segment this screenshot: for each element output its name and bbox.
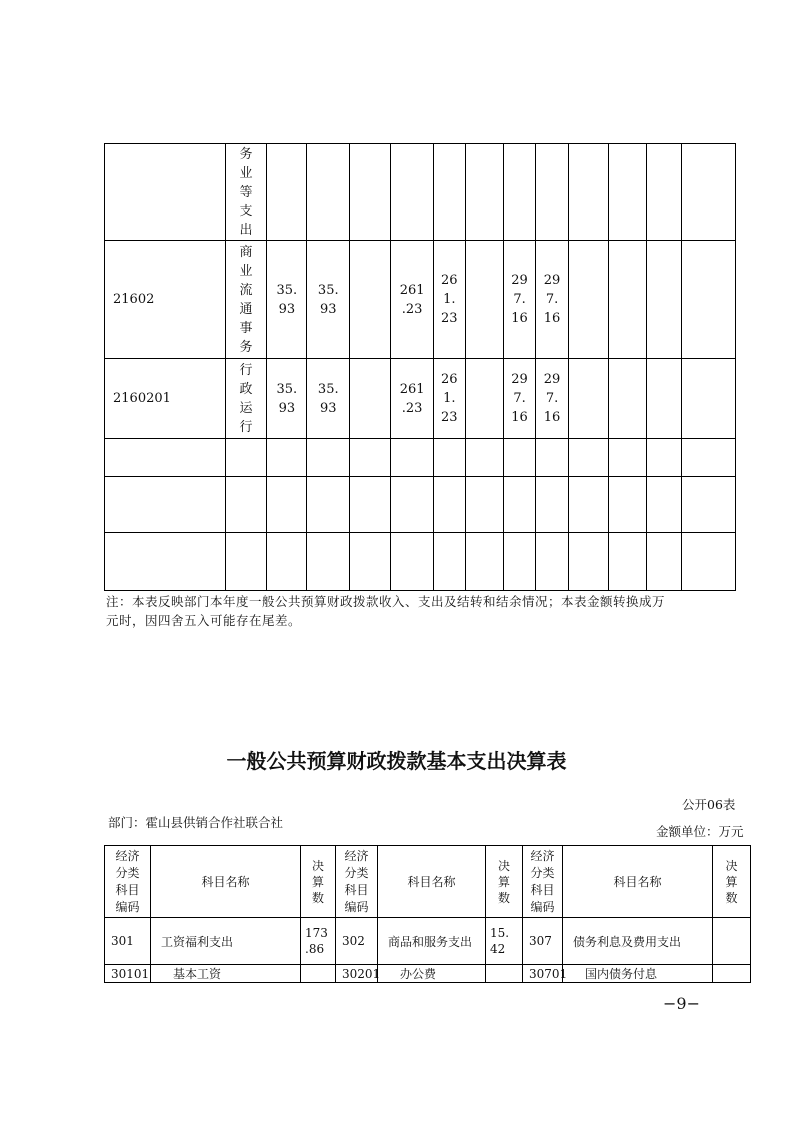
subject-code-cell — [105, 144, 226, 241]
amount-unit-label: 金额单位：万元 — [656, 824, 744, 839]
subject-name-cell: 行 政 运 行 — [225, 359, 267, 439]
subject-code-cell: 21602 — [105, 241, 226, 359]
header-name: 科目名称 — [563, 846, 713, 918]
value-cell: 35. 93 — [307, 241, 350, 359]
header-name: 科目名称 — [151, 846, 301, 918]
value-cell: 29 7. 16 — [504, 241, 535, 359]
table-row — [105, 965, 751, 983]
header-code: 经济 分类 科目 编码 — [336, 846, 378, 918]
note-line-1: 注：本表反映部门本年度一般公共预算财政拨款收入、支出及结转和结余情况；本表金额转换成万 — [106, 594, 666, 609]
header-code: 经济 分类 科目 编码 — [105, 846, 151, 918]
name-cell: 商品和服务支出 — [378, 918, 486, 965]
table-row — [105, 533, 736, 591]
code-cell: 30201 — [336, 965, 378, 983]
name-cell: 国内债务付息 — [563, 965, 713, 983]
header-row — [105, 846, 751, 918]
subject-name-cell: 商 业 流 通 事 务 — [225, 241, 267, 359]
header-amount: 决 算 数 — [301, 846, 336, 918]
note-line-2: 元时，因四舍五入可能存在尾差。 — [106, 613, 302, 628]
value-cell: 29 7. 16 — [535, 241, 569, 359]
value-cell: 261 .23 — [391, 241, 434, 359]
name-cell: 办公费 — [378, 965, 486, 983]
table-note — [106, 592, 706, 630]
name-cell: 工资福利支出 — [151, 918, 301, 965]
amount-cell — [713, 918, 751, 965]
header-amount: 决 算 数 — [713, 846, 751, 918]
value-cell: 35. 93 — [267, 241, 307, 359]
page-number: −9− — [663, 994, 700, 1013]
page-title: 一般公共预算财政拨款基本支出决算表 — [226, 749, 567, 773]
table-row — [105, 359, 736, 439]
basic-expenditure-table — [104, 845, 751, 983]
subject-name-cell: 务 业 等 支 出 — [225, 144, 267, 241]
table-row — [105, 144, 736, 241]
value-cell: 35. 93 — [307, 359, 350, 439]
code-cell: 301 — [105, 918, 151, 965]
header-name: 科目名称 — [378, 846, 486, 918]
budget-summary-table — [104, 143, 736, 591]
amount-cell: 15. 42 — [486, 918, 523, 965]
department-label: 部门：霍山县供销合作社联合社 — [108, 815, 284, 830]
value-cell: 26 1. 23 — [434, 241, 465, 359]
value-cell: 35. 93 — [267, 359, 307, 439]
form-number: 公开06表 — [682, 797, 736, 812]
code-cell: 302 — [336, 918, 378, 965]
value-cell: 29 7. 16 — [504, 359, 535, 439]
subject-code-cell: 2160201 — [105, 359, 226, 439]
value-cell: 26 1. 23 — [434, 359, 465, 439]
name-cell: 债务利息及费用支出 — [563, 918, 713, 965]
name-cell: 基本工资 — [151, 965, 301, 983]
code-cell: 30701 — [523, 965, 563, 983]
table-row — [105, 241, 736, 359]
value-cell: 29 7. 16 — [535, 359, 569, 439]
header-code: 经济 分类 科目 编码 — [523, 846, 563, 918]
table-row — [105, 918, 751, 965]
code-cell: 307 — [523, 918, 563, 965]
code-cell: 30101 — [105, 965, 151, 983]
header-amount: 决 算 数 — [486, 846, 523, 918]
value-cell: 261 .23 — [391, 359, 434, 439]
table-row — [105, 477, 736, 533]
amount-cell: 173 .86 — [301, 918, 336, 965]
table-row — [105, 439, 736, 477]
